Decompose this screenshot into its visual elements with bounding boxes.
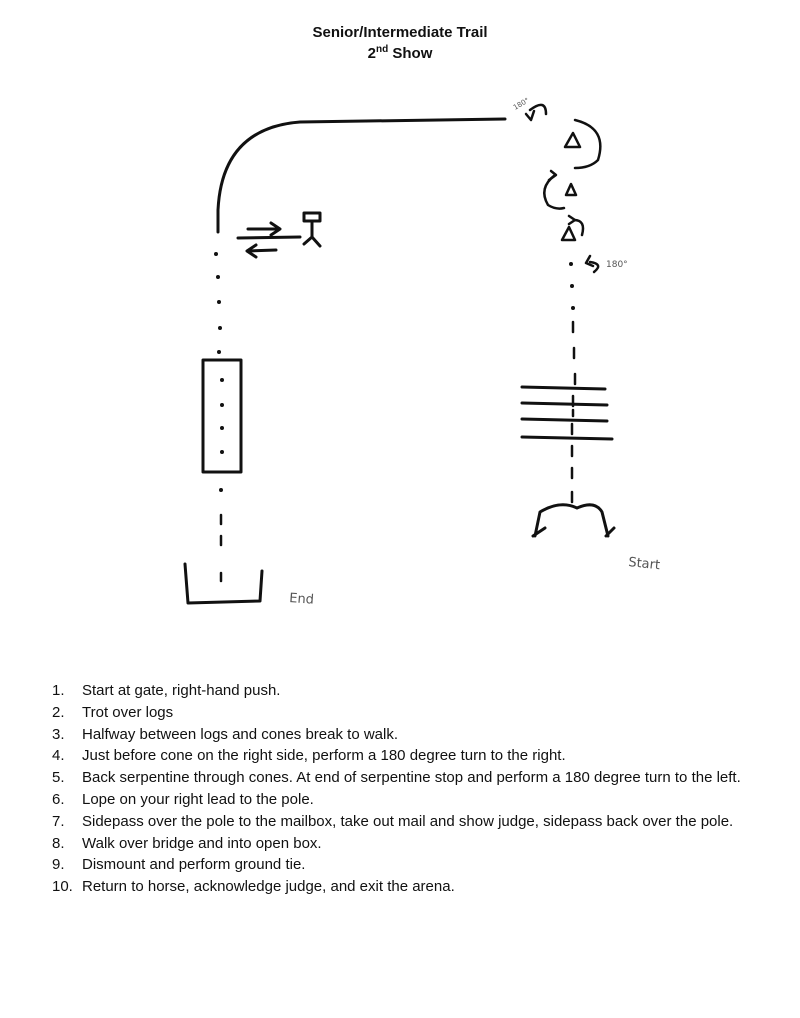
- start-label: Start: [627, 555, 661, 574]
- page-subtitle: [0, 44, 800, 64]
- step-text: Sidepass over the pole to the mailbox, take out mail and show judge, sidepass back over the pole.: [82, 812, 734, 830]
- right-path-dashes: [572, 322, 575, 502]
- list-item: [52, 745, 752, 767]
- list-item: [52, 702, 752, 724]
- trail-course-diagram: [0, 80, 800, 640]
- turn-label-right: 180°: [606, 260, 628, 270]
- subtitle-number: 2: [367, 45, 376, 62]
- cone-top: [565, 133, 580, 147]
- list-item: [52, 876, 752, 898]
- step-number: 7.: [52, 812, 65, 830]
- list-item: [52, 767, 752, 789]
- list-item: [52, 854, 752, 876]
- step-text: Halfway between logs and cones break to walk.: [82, 725, 399, 743]
- serpentine-arrow-lower: [574, 220, 583, 235]
- list-item: [52, 724, 752, 746]
- page-title: Senior/Intermediate Trail: [312, 24, 488, 41]
- step-number: 2.: [52, 703, 65, 721]
- turn-arrow-right: [590, 262, 598, 272]
- list-item: [52, 833, 752, 855]
- trot-logs: [522, 387, 612, 439]
- step-text: Back serpentine through cones. At end of serpentine stop and perform a 180 degree turn to the left.: [82, 769, 741, 787]
- list-item: [52, 680, 752, 702]
- serpentine-arrow-left: [544, 175, 564, 209]
- step-text: Return to horse, acknowledge judge, and exit the arena.: [82, 878, 455, 896]
- step-number: 9.: [52, 856, 65, 874]
- lope-path-line: [218, 119, 505, 232]
- list-item: [52, 789, 752, 811]
- step-text: Walk over bridge and into open box.: [82, 834, 322, 852]
- step-number: 1.: [52, 682, 65, 699]
- cone-bottom: [562, 227, 575, 240]
- step-number: 10.: [52, 878, 73, 896]
- path-dots: [214, 252, 575, 492]
- step-number: 8.: [52, 834, 65, 852]
- step-number: 5.: [52, 769, 65, 787]
- step-text: Dismount and perform ground tie.: [82, 856, 306, 874]
- step-text: Start at gate, right-hand push.: [82, 682, 281, 699]
- step-number: 6.: [52, 790, 65, 808]
- instruction-list: [52, 680, 752, 898]
- step-number: 4.: [52, 747, 65, 765]
- mailbox-icon: [304, 213, 320, 246]
- cone-middle: [566, 184, 576, 195]
- step-text: Just before cone on the right side, perform a 180 degree turn to the right.: [82, 747, 566, 765]
- sidepass-pole: [238, 223, 300, 257]
- step-number: 3.: [52, 725, 65, 743]
- step-text: Trot over logs: [82, 703, 174, 721]
- end-box: [185, 564, 262, 603]
- subtitle-word: Show: [392, 45, 433, 62]
- step-text: Lope on your right lead to the pole.: [82, 790, 314, 808]
- subtitle-suffix: nd: [375, 44, 389, 55]
- list-item: [52, 811, 752, 833]
- bridge: [203, 360, 241, 472]
- start-gate: [535, 505, 608, 536]
- end-label: End: [288, 591, 315, 608]
- turn-label-top: 180°: [512, 96, 531, 112]
